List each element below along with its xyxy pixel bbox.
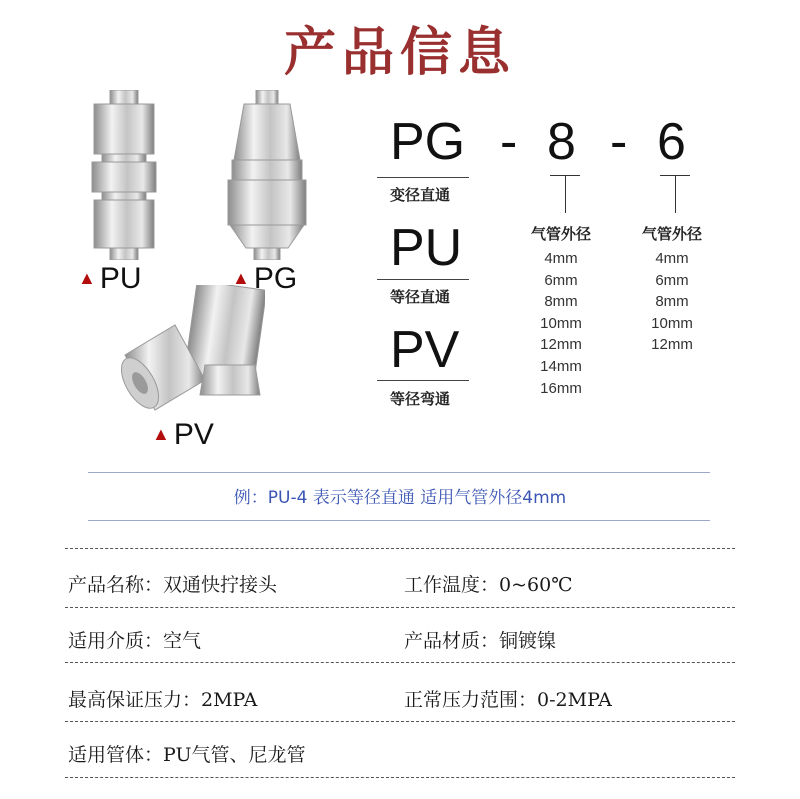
page-title: 产品信息 <box>283 23 516 83</box>
rule <box>377 380 469 381</box>
pg-fitting-image <box>222 90 312 260</box>
type-desc-pv: 等径弯通 <box>390 390 451 408</box>
spec-max-pressure: 最高保证压力：2MPA <box>68 689 258 711</box>
bracket <box>565 175 566 213</box>
spec-tubing: 适用管体：PU气管、尼龙管 <box>68 744 306 766</box>
pv-fitting-image <box>115 285 265 415</box>
red-triangle-icon: ▲ <box>152 424 170 444</box>
bracket <box>675 175 676 213</box>
pu-label: ▲ PU <box>78 262 142 295</box>
spec-medium: 适用介质：空气 <box>68 630 202 652</box>
divider <box>65 662 735 663</box>
col2-values: 4mm 6mm 8mm 10mm 12mm <box>651 250 693 354</box>
type-code-pv: PV <box>390 321 460 379</box>
rule <box>377 279 469 280</box>
code-dash-2: - <box>610 113 628 171</box>
divider <box>88 520 710 521</box>
type-desc-pg: 变径直通 <box>390 186 451 204</box>
spec-temperature: 工作温度：0~60℃ <box>404 574 573 596</box>
spec-name: 产品名称：双通快拧接头 <box>68 574 278 596</box>
divider <box>88 472 710 473</box>
divider <box>65 548 735 549</box>
type-desc-pu: 等径直通 <box>390 288 451 306</box>
col1-heading: 气管外径 <box>530 225 591 243</box>
pv-label: ▲ PV <box>152 418 214 451</box>
red-triangle-icon: ▲ <box>78 268 96 288</box>
red-triangle-icon: ▲ <box>232 268 250 288</box>
type-code-pu: PU <box>390 219 463 277</box>
code-part-type: PG <box>390 113 466 171</box>
pg-label: ▲ PG <box>232 262 298 295</box>
code-part-size1: 8 <box>547 113 576 171</box>
divider <box>65 607 735 608</box>
code-part-size2: 6 <box>657 113 686 171</box>
pu-fitting-image <box>88 90 160 260</box>
code-dash-1: - <box>500 113 518 171</box>
divider <box>65 777 735 778</box>
col1-values: 4mm 6mm 8mm 10mm 12mm 14mm 16mm <box>540 250 582 397</box>
rule <box>377 177 469 178</box>
col2-heading: 气管外径 <box>641 225 702 243</box>
example-note: 例：PU-4 表示等径直通 适用气管外径4mm <box>233 488 567 508</box>
spec-pressure-range: 正常压力范围：0-2MPA <box>404 689 612 711</box>
divider <box>65 721 735 722</box>
spec-material: 产品材质：铜镀镍 <box>404 630 557 652</box>
